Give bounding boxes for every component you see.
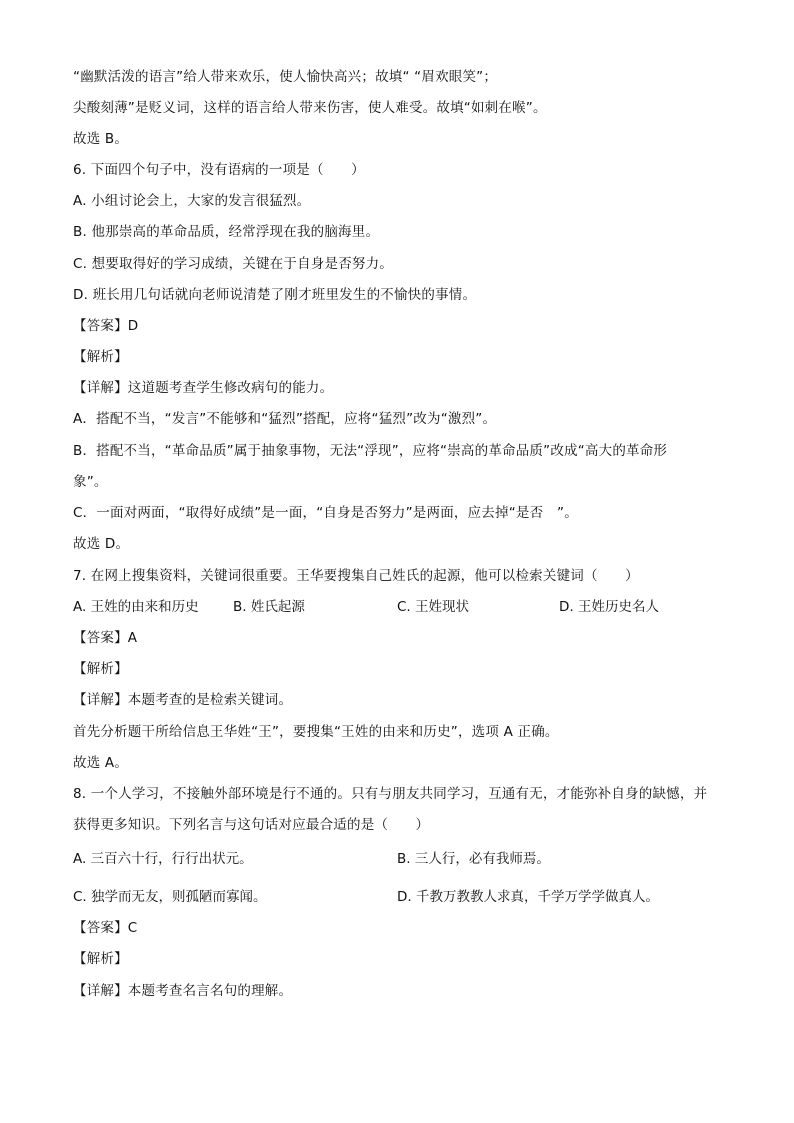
q8-option-c: C. 独学而无友，则孤陋而寡闻。 <box>73 889 267 905</box>
answer-label: 【答案】D <box>73 318 139 334</box>
answer-label: 【答案】C <box>73 920 138 936</box>
q7-option-c: C. 王姓现状 <box>397 599 470 615</box>
option-a: A. 小组讨论会上，大家的发言很猛烈。 <box>73 193 311 209</box>
detail-text: 【详解】本题考查的是检索关键词。 <box>73 692 293 708</box>
analysis-label: 【解析】 <box>73 661 128 677</box>
analysis-label: 【解析】 <box>73 349 128 365</box>
q7-option-b: B. 姓氏起源 <box>233 599 305 615</box>
q8-option-d: D. 千教万教教人求真，千学万学学做真人。 <box>397 889 659 905</box>
detail-text: B．搭配不当，“革命品质”属于抽象事物，无法“浮现”，应将“崇高的革命品质”改成“高大的革命形 <box>73 443 668 459</box>
text-line: 故选 B。 <box>73 131 129 147</box>
detail-text: 象”。 <box>73 474 108 490</box>
analysis-label: 【解析】 <box>73 951 128 967</box>
detail-text: 【详解】本题考查名言名句的理解。 <box>73 983 293 999</box>
option-c: C. 想要取得好的学习成绩，关键在于自身是否努力。 <box>73 256 394 272</box>
text-line: 故选 D。 <box>73 536 130 552</box>
q8-option-b: B. 三人行，必有我师焉。 <box>397 851 550 867</box>
question-8: 获得更多知识。下列名言与这句话对应最合适的是（ ） <box>73 817 430 833</box>
detail-text: 首先分析题干所给信息王华姓“王”，要搜集“王姓的由来和历史”，选项 A 正确。 <box>73 724 559 740</box>
question-6: 6. 下面四个句子中，没有语病的一项是（ ） <box>73 162 365 178</box>
text-line: 故选 A。 <box>73 755 129 771</box>
detail-text: C．一面对两面，“取得好成绩”是一面，“自身是否努力”是两面，应去掉“是否 ”。 <box>73 505 578 521</box>
question-7: 7. 在网上搜集资料，关键词很重要。王华要搜集自己姓氏的起源，他可以检索关键词（ ） <box>73 568 639 584</box>
question-8: 8. 一个人学习，不接触外部环境是行不通的。只有与朋友共同学习，互通有无，才能弥补自身的缺憾，并 <box>73 786 708 802</box>
q7-option-d: D. 王姓历史名人 <box>559 599 659 615</box>
option-b: B. 他那崇高的革命品质，经常浮现在我的脑海里。 <box>73 224 380 240</box>
text-line: “幽默活泼的语言”给人带来欢乐，使人愉快高兴；故填“ “眉欢眼笑”； <box>73 69 498 85</box>
option-d: D. 班长用几句话就向老师说清楚了刚才班里发生的不愉快的事情。 <box>73 287 477 303</box>
q7-option-a: A. 王姓的由来和历史 <box>73 599 199 615</box>
q8-option-a: A. 三百六十行，行行出状元。 <box>73 851 253 867</box>
text-line: 尖酸刻薄”是贬义词，这样的语言给人带来伤害，使人难受。故填“如刺在喉”。 <box>73 100 547 116</box>
detail-text: A．搭配不当，“发言”不能够和“猛烈”搭配，应将“猛烈”改为“激烈”。 <box>73 411 497 427</box>
answer-label: 【答案】A <box>73 630 138 646</box>
detail-text: 【详解】这道题考查学生修改病句的能力。 <box>73 380 334 396</box>
